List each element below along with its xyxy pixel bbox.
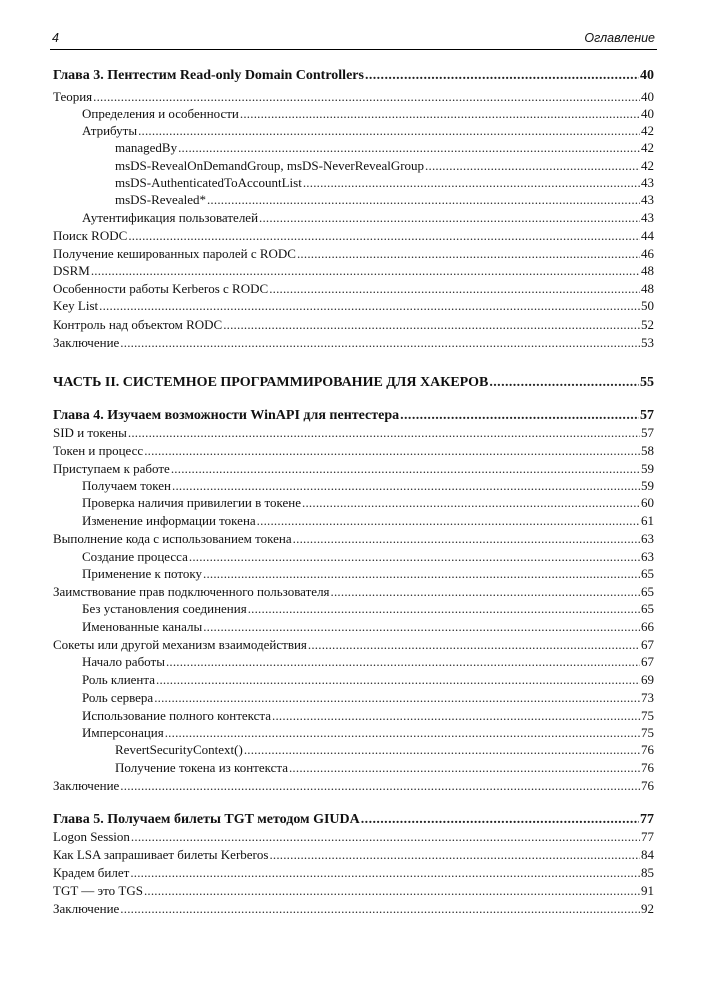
toc-entry — [53, 864, 654, 881]
toc-entry — [53, 157, 654, 174]
toc-entry-title: Аутентификация пользователей — [82, 210, 259, 225]
toc-page-number: 77 — [641, 829, 654, 844]
dot-leader — [425, 157, 640, 174]
dot-leader — [272, 707, 640, 724]
dot-leader — [154, 689, 640, 706]
toc-entry-title: Именованные каналы — [82, 619, 203, 634]
toc-page-number: 66 — [641, 619, 654, 634]
toc-entry-title: Заключение — [53, 778, 120, 793]
toc-entry-title: Заключение — [53, 901, 120, 916]
toc-page-number: 57 — [640, 408, 654, 423]
toc-entry — [53, 88, 654, 105]
toc-entry — [53, 512, 654, 529]
dot-leader — [293, 530, 640, 547]
toc-entry-title: DSRM — [53, 263, 90, 278]
dot-leader — [302, 494, 640, 511]
toc-page-number: 40 — [641, 89, 654, 104]
toc-entry — [53, 139, 654, 156]
toc-entry — [53, 262, 654, 279]
toc-entry — [53, 424, 654, 441]
toc-page-number: 55 — [640, 375, 654, 390]
toc-page-number: 76 — [641, 778, 654, 793]
toc-entry-title: Получение токена из контекста — [115, 760, 288, 775]
dot-leader — [257, 512, 640, 529]
toc-entry — [53, 548, 654, 565]
dot-leader — [297, 245, 640, 262]
toc-entry — [53, 689, 654, 706]
toc-entry-title: managedBy — [115, 140, 178, 155]
toc-entry — [53, 530, 654, 547]
toc-page-number: 91 — [641, 883, 654, 898]
toc-entry-title: Атрибуты — [82, 123, 138, 138]
toc-page-number: 61 — [641, 513, 654, 528]
toc-part-heading — [53, 373, 654, 392]
toc-page-number: 42 — [641, 158, 654, 173]
dot-leader — [240, 105, 640, 122]
dot-leader — [130, 864, 640, 881]
dot-leader — [138, 122, 640, 139]
dot-leader — [156, 671, 640, 688]
toc-entry — [53, 636, 654, 653]
toc-entry — [53, 316, 654, 333]
toc-entry-title: Глава 3. Пентестим Read-only Domain Controllers — [53, 68, 364, 83]
toc-page-number: 75 — [641, 708, 654, 723]
toc-entry — [53, 245, 654, 262]
dot-leader — [189, 548, 640, 565]
running-header — [50, 29, 657, 50]
toc-entry-title: Изменение информации токена — [82, 513, 256, 528]
dot-leader — [331, 583, 640, 600]
toc-page-number: 46 — [641, 246, 654, 261]
toc-page-number: 63 — [641, 531, 654, 546]
toc-page-number: 63 — [641, 549, 654, 564]
dot-leader — [244, 741, 640, 758]
toc-page-number: 77 — [640, 812, 654, 827]
dot-leader — [361, 810, 639, 829]
toc-page-number: 73 — [641, 690, 654, 705]
toc-page-number: 52 — [641, 317, 654, 332]
toc-entry — [53, 191, 654, 208]
toc-entry — [53, 209, 654, 226]
toc-entry-title: Определения и особенности — [82, 106, 239, 121]
toc-entry-title: Использование полного контекста — [82, 708, 272, 723]
toc-entry-title: Поиск RODC — [53, 228, 128, 243]
dot-leader — [91, 262, 640, 279]
dot-leader — [128, 424, 640, 441]
toc-entry — [53, 724, 654, 741]
toc-page-number: 53 — [641, 335, 654, 350]
dot-leader — [269, 846, 640, 863]
toc-entry — [53, 122, 654, 139]
toc-chapter-heading — [53, 810, 654, 829]
toc-page-number: 69 — [641, 672, 654, 687]
toc-entry — [53, 846, 654, 863]
toc-entry — [53, 105, 654, 122]
toc-entry-title: Теория — [53, 89, 93, 104]
dot-leader — [120, 900, 640, 917]
toc-page-number: 92 — [641, 901, 654, 916]
toc-entry-title: Контроль над объектом RODC — [53, 317, 223, 332]
toc-entry-title: Logon Session — [53, 829, 130, 844]
toc-page-number: 42 — [641, 140, 654, 155]
dot-leader — [99, 297, 640, 314]
toc-entry-title: Получение кешированных паролей с RODC — [53, 246, 296, 261]
toc-page-number: 76 — [641, 760, 654, 775]
toc-entry-title: RevertSecurityContext() — [115, 742, 243, 757]
dot-leader — [289, 759, 640, 776]
toc-page-number: 85 — [641, 865, 654, 880]
dot-leader — [144, 442, 640, 459]
toc-entry-title: Заимствование прав подключенного пользователя — [53, 584, 330, 599]
toc-page-number: 44 — [641, 228, 654, 243]
toc-entry — [53, 174, 654, 191]
toc-entry-title: Сокеты или другой механизм взаимодействия — [53, 637, 307, 652]
toc-entry-title: TGT — это TGS — [53, 883, 143, 898]
toc-entry — [53, 759, 654, 776]
toc-entry-title: Глава 5. Получаем билеты TGT методом GIUDA — [53, 812, 360, 827]
toc-page-number: 43 — [641, 192, 654, 207]
dot-leader — [120, 334, 640, 351]
toc-entry-title: Приступаем к работе — [53, 461, 170, 476]
toc-entry-title: Как LSA запрашивает билеты Kerberos — [53, 847, 269, 862]
toc-entry — [53, 741, 654, 758]
toc-entry-title: Роль сервера — [82, 690, 154, 705]
dot-leader — [171, 460, 640, 477]
toc-entry — [53, 882, 654, 899]
dot-leader — [120, 777, 640, 794]
toc-entry-title: Заключение — [53, 335, 120, 350]
toc-entry-title: Особенности работы Kerberos с RODC — [53, 281, 269, 296]
toc-entry — [53, 618, 654, 635]
toc-page-number: 65 — [641, 601, 654, 616]
dot-leader — [203, 618, 640, 635]
toc-chapter-heading — [53, 66, 654, 85]
dot-leader — [489, 373, 639, 392]
toc-page-number: 42 — [641, 123, 654, 138]
dot-leader — [308, 636, 640, 653]
toc-entry-title: Key List — [53, 298, 99, 313]
toc-page-number: 75 — [641, 725, 654, 740]
header-page-number: 4 — [52, 31, 59, 45]
toc-page-number: 59 — [641, 478, 654, 493]
toc-entry — [53, 477, 654, 494]
toc-entry — [53, 671, 654, 688]
toc-entry — [53, 297, 654, 314]
toc-page-number: 57 — [641, 425, 654, 440]
toc-entry-title: Проверка наличия привилегии в токене — [82, 495, 302, 510]
dot-leader — [365, 66, 639, 85]
toc-page-number: 60 — [641, 495, 654, 510]
toc-page-number: 65 — [641, 584, 654, 599]
toc-page-number: 40 — [641, 106, 654, 121]
toc-entry-title: ЧАСТЬ II. СИСТЕМНОЕ ПРОГРАММИРОВАНИЕ ДЛЯ ХАКЕРОВ — [53, 375, 489, 390]
toc-entry — [53, 334, 654, 351]
toc-entry — [53, 565, 654, 582]
toc-entry — [53, 600, 654, 617]
toc-page-number: 59 — [641, 461, 654, 476]
dot-leader — [165, 724, 640, 741]
toc-entry-title: Создание процесса — [82, 549, 188, 564]
dot-leader — [203, 565, 640, 582]
toc-page-number: 67 — [641, 654, 654, 669]
toc-entry-title: Получаем токен — [82, 478, 171, 493]
toc-entry-title: Роль клиента — [82, 672, 155, 687]
toc-chapter-heading — [53, 406, 654, 425]
toc-entry — [53, 494, 654, 511]
toc-entry-title: Токен и процесс — [53, 443, 144, 458]
toc-entry — [53, 280, 654, 297]
toc-page-number: 65 — [641, 566, 654, 581]
dot-leader — [223, 316, 640, 333]
toc-page-number: 84 — [641, 847, 654, 862]
toc-entry — [53, 777, 654, 794]
toc-page-number: 43 — [641, 210, 654, 225]
toc-entry — [53, 460, 654, 477]
dot-leader — [131, 828, 640, 845]
toc-page-number: 40 — [640, 68, 654, 83]
dot-leader — [248, 600, 640, 617]
dot-leader — [207, 191, 640, 208]
dot-leader — [128, 227, 640, 244]
toc-entry-title: Выполнение кода с использованием токена — [53, 531, 292, 546]
dot-leader — [303, 174, 640, 191]
toc-entry-title: Без установления соединения — [82, 601, 247, 616]
toc-page-number: 48 — [641, 281, 654, 296]
toc-entry — [53, 227, 654, 244]
dot-leader — [93, 88, 640, 105]
toc-page-number: 48 — [641, 263, 654, 278]
toc-entry-title: msDS-RevealOnDemandGroup, msDS-NeverRevealGroup — [115, 158, 425, 173]
dot-leader — [259, 209, 640, 226]
toc-page-number: 67 — [641, 637, 654, 652]
toc-page-number: 76 — [641, 742, 654, 757]
header-title: Оглавление — [584, 31, 655, 45]
toc-entry — [53, 583, 654, 600]
toc-entry-title: Начало работы — [82, 654, 165, 669]
toc-page-number: 50 — [641, 298, 654, 313]
toc-entry — [53, 707, 654, 724]
toc-entry — [53, 653, 654, 670]
toc-entry — [53, 900, 654, 917]
toc-entry-title: msDS-AuthenticatedToAccountList — [115, 175, 302, 190]
toc-entry-title: SID и токены — [53, 425, 127, 440]
toc-entry — [53, 828, 654, 845]
toc-entry-title: Крадем билет — [53, 865, 130, 880]
toc-entry — [53, 442, 654, 459]
dot-leader — [166, 653, 640, 670]
dot-leader — [144, 882, 640, 899]
dot-leader — [172, 477, 640, 494]
toc-entry-title: msDS-Revealed* — [115, 192, 206, 207]
toc-entry-title: Применение к потоку — [82, 566, 202, 581]
dot-leader — [400, 406, 639, 425]
toc-page-number: 58 — [641, 443, 654, 458]
toc-entry-title: Имперсонация — [82, 725, 164, 740]
toc-page-number: 43 — [641, 175, 654, 190]
dot-leader — [178, 139, 640, 156]
dot-leader — [269, 280, 640, 297]
toc-entry-title: Глава 4. Изучаем возможности WinAPI для пентестера — [53, 408, 400, 423]
